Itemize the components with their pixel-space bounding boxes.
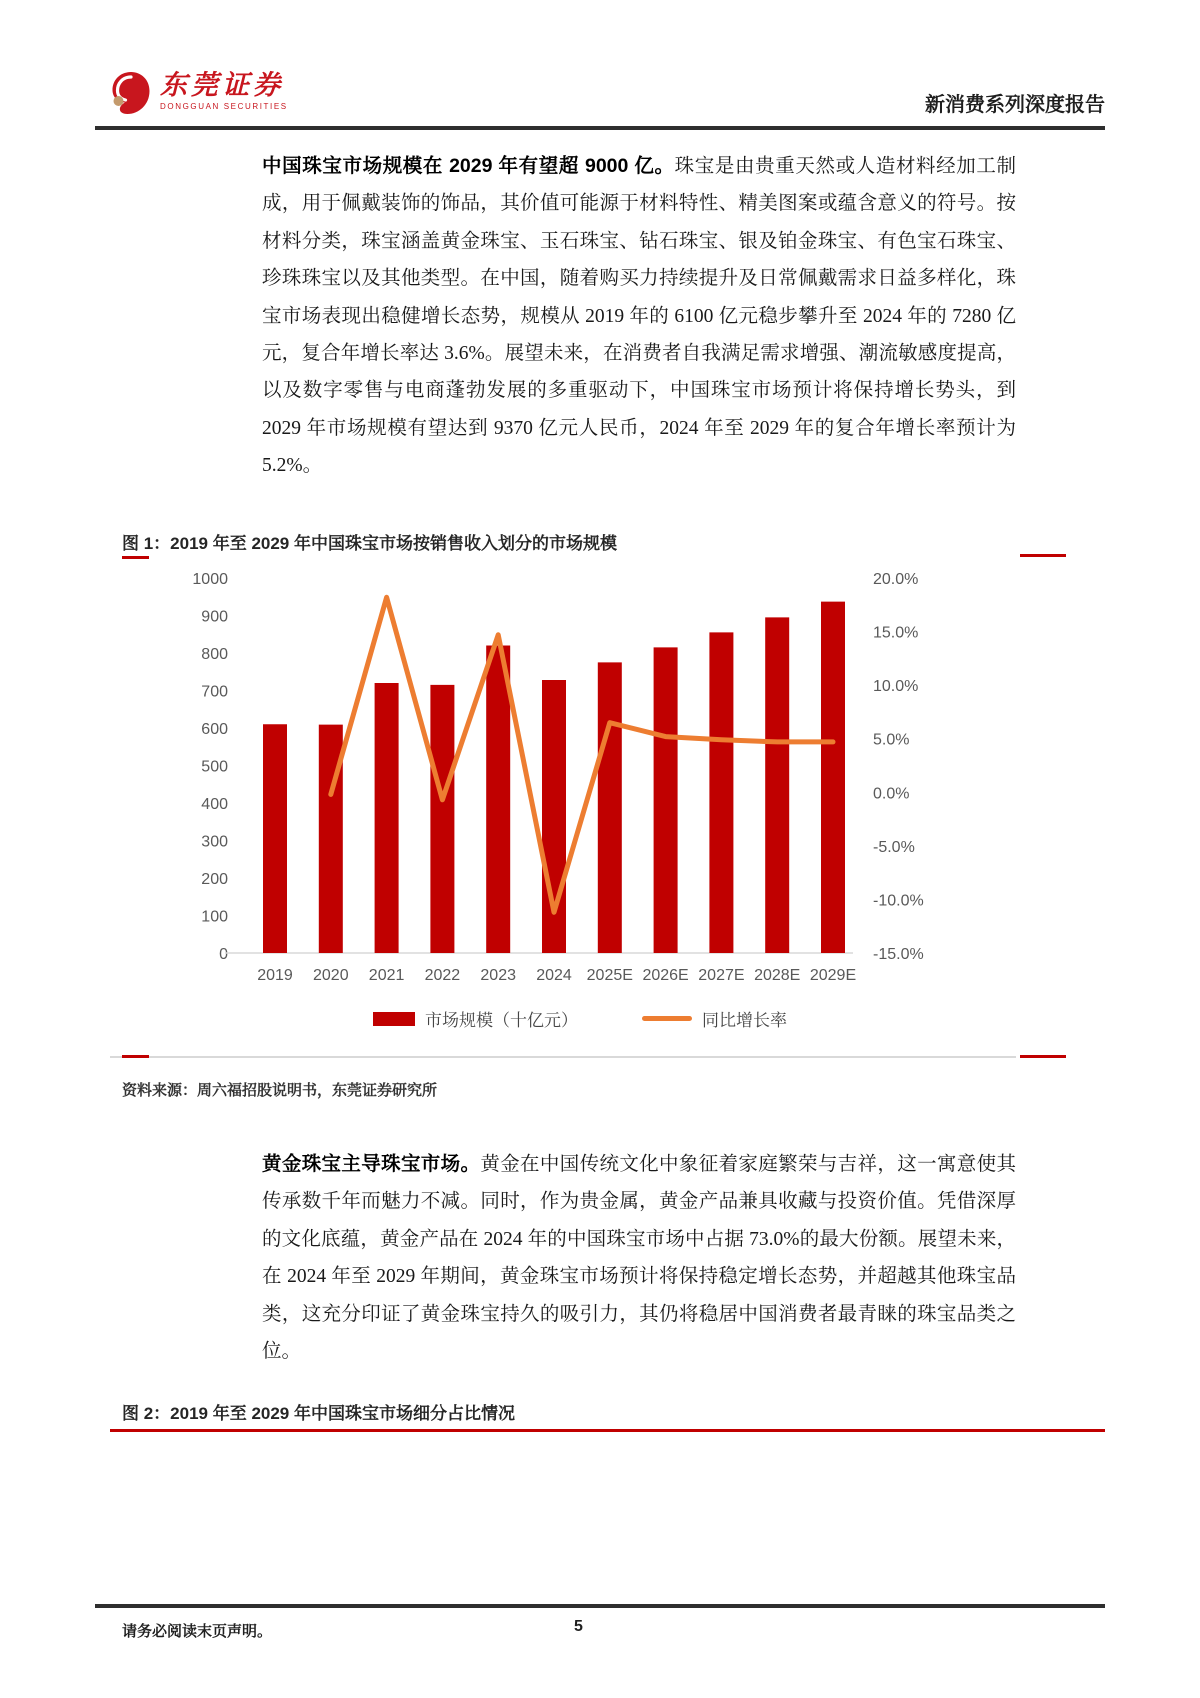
footer-disclaimer: 请务必阅读末页声明。 — [122, 1623, 273, 1640]
page-number: 5 — [574, 1618, 583, 1635]
paragraph-market-size — [262, 148, 1016, 485]
dongguan-securities-logo — [110, 70, 288, 116]
figure1-source: 资料来源：周六福招股说明书，东莞证券研究所 — [122, 1082, 438, 1099]
svg-text:2028E: 2028E — [754, 967, 801, 984]
figure1-top-right-accent — [1020, 554, 1066, 557]
figure2-title-rule — [110, 1429, 1105, 1432]
svg-text:2024: 2024 — [536, 967, 572, 984]
logo-text — [160, 70, 288, 111]
svg-text:900: 900 — [201, 608, 228, 626]
figure1-bottom-rule — [110, 1056, 1016, 1058]
svg-text:600: 600 — [201, 721, 228, 738]
svg-text:800: 800 — [201, 646, 228, 663]
svg-text:2021: 2021 — [368, 967, 405, 984]
svg-text:2025E: 2025E — [586, 967, 633, 984]
svg-text:200: 200 — [201, 871, 228, 888]
paragraph-lead: 黄金珠宝主导珠宝市场。 — [262, 1153, 481, 1175]
paragraph-lead: 中国珠宝市场规模在 2029 年有望超 9000 亿。 — [262, 155, 675, 177]
logo-swoosh-icon — [110, 70, 152, 116]
legend-item-growth-rate — [642, 1006, 787, 1031]
svg-text:2026E: 2026E — [642, 967, 689, 984]
header-rule — [95, 126, 1105, 130]
legend-label-growth-rate: 同比增长率 — [702, 1011, 787, 1030]
legend-item-market-size — [373, 1006, 578, 1031]
legend-label-market-size: 市场规模（十亿元） — [425, 1011, 578, 1030]
svg-text:0: 0 — [219, 946, 228, 963]
svg-text:-5.0%: -5.0% — [873, 838, 915, 856]
chart-legend — [185, 1006, 975, 1031]
market-size-chart-svg — [185, 558, 975, 998]
svg-text:2019: 2019 — [257, 967, 293, 984]
logo-en-label: DONGGUAN SECURITIES — [160, 102, 288, 111]
line-swatch-icon — [642, 1016, 692, 1021]
bar-swatch-icon — [373, 1012, 415, 1026]
paragraph-gold-jewelry — [262, 1146, 1016, 1370]
svg-text:2022: 2022 — [424, 967, 461, 984]
svg-text:0.0%: 0.0% — [873, 785, 910, 803]
svg-text:500: 500 — [201, 758, 228, 776]
svg-text:-15.0%: -15.0% — [873, 946, 924, 963]
svg-text:100: 100 — [201, 908, 228, 926]
svg-text:2029E: 2029E — [809, 967, 857, 984]
figure1-bottom-right-accent — [1020, 1055, 1066, 1058]
figure1-bottom-left-accent — [122, 1055, 149, 1058]
paragraph-body: 珠宝是由贵重天然或人造材料经加工制成，用于佩戴装饰的饰品，其价值可能源于材料特性、精美图案或蕴含意义的符号。按材料分类，珠宝涵盖黄金珠宝、玉石珠宝、钻石珠宝、银及铂金珠宝、有色宝石珠宝、珍珠珠宝以及其他类型。在中国，随着购买力持续提升及日常佩戴需求日益多样化，珠宝市场表现出稳健增长态势，规模从 2019 年的 6100 亿元稳步攀升至 2024 年的 7280 亿元，复合年增长率达 3.6%。展望未来，在消费者自我满足需求增强、潮流敏感度提高，以及数字零售与电商蓬勃发展的多重驱动下，中国珠宝市场预计将保持增长势头，到 2029 年市场规模有望达到 9370 亿元人民币，2024 年至 2029 年的复合年增长率预计为 5.2%。 — [262, 156, 1016, 477]
report-series-label: 新消费系列深度报告 — [925, 94, 1105, 116]
figure1-title-underline — [122, 556, 149, 559]
svg-text:15.0%: 15.0% — [873, 624, 919, 642]
svg-text:2023: 2023 — [480, 967, 516, 984]
svg-text:20.0%: 20.0% — [873, 571, 919, 588]
market-size-chart — [185, 558, 975, 1058]
figure1-title: 图 1：2019 年至 2029 年中国珠宝市场按销售收入划分的市场规模 — [122, 534, 617, 553]
svg-text:2027E: 2027E — [698, 967, 745, 984]
svg-text:-10.0%: -10.0% — [873, 892, 924, 910]
svg-text:400: 400 — [201, 796, 228, 813]
svg-text:700: 700 — [201, 683, 228, 701]
svg-text:10.0%: 10.0% — [873, 678, 919, 696]
logo-cn-label: 东莞证券 — [160, 70, 284, 100]
paragraph-body: 黄金在中国传统文化中象征着家庭繁荣与吉祥，这一寓意使其传承数千年而魅力不减。同时，作为贵金属，黄金产品兼具收藏与投资价值。凭借深厚的文化底蕴，黄金产品在 2024 年的中国珠宝市场中占据 73.0%的最大份额。展望未来，在 2024 年至 2029 年期间，黄金珠宝市场预计将保持稳定增长态势，并超越其他珠宝品类，这充分印证了黄金珠宝持久的吸引力，其仍将稳居中国消费者最青睐的珠宝品类之位。 — [262, 1154, 1016, 1363]
svg-text:300: 300 — [201, 833, 228, 851]
figure2-title: 图 2：2019 年至 2029 年中国珠宝市场细分占比情况 — [122, 1404, 515, 1423]
svg-text:1000: 1000 — [192, 571, 228, 588]
svg-text:2020: 2020 — [313, 967, 349, 984]
footer-rule — [95, 1604, 1105, 1608]
svg-text:5.0%: 5.0% — [873, 731, 910, 749]
